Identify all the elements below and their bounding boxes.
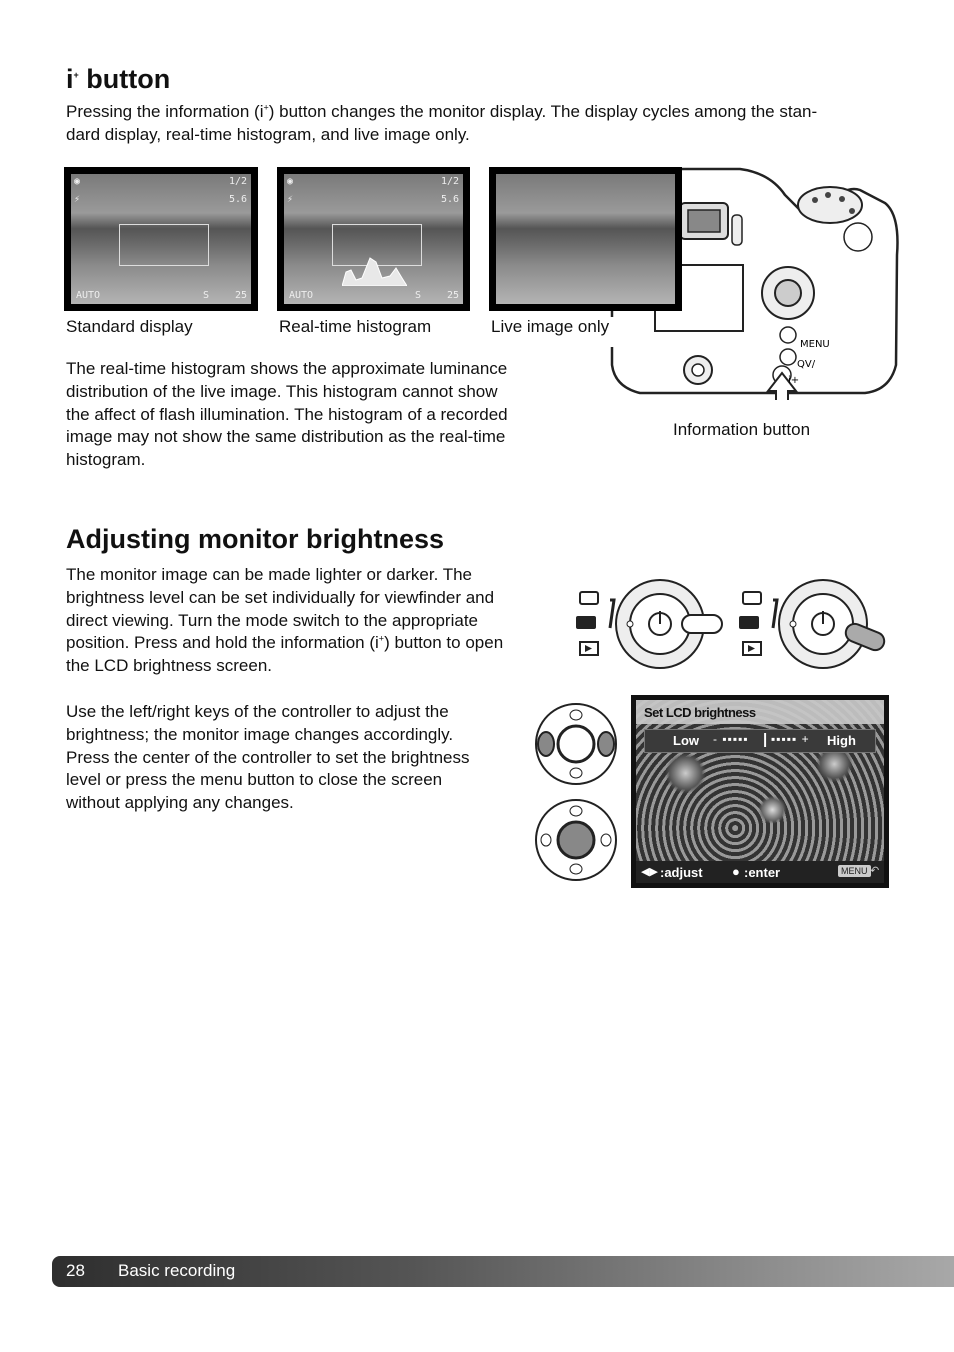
brightness-scale-right: ▪▪▪▪▪ + — [771, 732, 810, 746]
lcd-menu-badge: MENU — [838, 865, 871, 877]
para2-line: level or press the menu button to close the screen — [66, 770, 443, 790]
brightness-paragraph-1 — [66, 564, 556, 678]
brightness-low-label: Low — [673, 733, 699, 748]
para1-superscript: + — [378, 633, 385, 644]
lcd-adjust-label: :adjust — [660, 865, 703, 880]
left-right-arrows-icon: ◀▶ — [641, 866, 658, 878]
para1-line4-a: position. Press and hold the information (i — [66, 633, 379, 653]
aperture-readout: 5.6 — [440, 194, 459, 205]
camera-menu-label: MENU — [800, 339, 830, 350]
brightness-indicator: | — [763, 731, 768, 748]
intro-superscript: + — [263, 102, 269, 113]
histogram-line: The real-time histogram shows the approximate luminance — [66, 359, 508, 378]
size-readout: S — [414, 290, 421, 301]
size-readout: S — [202, 290, 209, 301]
para2-line: Press the center of the controller to set the brightness — [66, 747, 470, 767]
camera-qv-label: QV/ — [797, 359, 816, 370]
brightness-scale-left: - ▪▪▪▪▪ — [713, 732, 749, 746]
histogram-graph — [342, 254, 407, 286]
brightness-paragraph-2 — [66, 701, 526, 815]
lcd-bottom-bar — [636, 861, 884, 883]
histogram-line: image may not show the same distribution as the real-time — [66, 427, 506, 447]
caption-realtime-histogram: Real-time histogram — [279, 317, 432, 336]
frames-readout: 25 — [234, 290, 247, 301]
title-superscript: + — [73, 70, 79, 80]
title-i: i — [66, 64, 74, 94]
intro-text-b: ) button changes the monitor display. The display cycles among the stan- — [268, 102, 818, 121]
para1-line4-b: ) button to open — [384, 633, 504, 653]
section-title-info-button — [66, 64, 170, 95]
center-button-icon: ● — [732, 864, 740, 879]
lcd-title: Set LCD brightness — [644, 705, 756, 720]
para2-line: brightness; the monitor image changes accordingly. — [66, 724, 454, 744]
lcd-flower-image — [636, 700, 884, 883]
para2-line: without applying any changes. — [66, 793, 294, 813]
mode-switch-direct-illustration — [733, 578, 893, 670]
focus-frame — [119, 224, 209, 266]
controller-left-right-illustration — [532, 701, 620, 787]
para1-line: direct viewing. Turn the mode switch to the appropriate — [66, 610, 478, 630]
para1-line: brightness level can be set individually for viewfinder and — [66, 587, 495, 607]
mode-switch-viewfinder-illustration — [570, 578, 730, 670]
intro-paragraph — [66, 101, 896, 147]
lcd-title-bar — [636, 700, 884, 724]
flash-off-icon: ⚡ — [74, 194, 81, 205]
lcd-brightness-screen — [631, 695, 889, 888]
aperture-readout: 5.6 — [228, 194, 247, 205]
shutter-readout: 1/2 — [228, 176, 247, 187]
footer-section-name: Basic recording — [118, 1261, 236, 1280]
para2-line: Use the left/right keys of the controller to adjust the — [66, 702, 449, 721]
section-title-monitor-brightness: Adjusting monitor brightness — [66, 524, 444, 554]
para1-line5: the LCD brightness screen. — [66, 656, 272, 676]
shutter-readout: 1/2 — [440, 176, 459, 187]
intro-text-a: Pressing the information (i — [66, 102, 264, 121]
histogram-display-scene — [284, 174, 463, 304]
return-arrow-icon: ↶ — [870, 865, 880, 877]
flash-off-icon: ⚡ — [287, 194, 294, 205]
histogram-line: histogram. — [66, 450, 146, 470]
camera-mode-icon: ◉ — [287, 176, 294, 187]
camera-mode-icon: ◉ — [74, 176, 81, 187]
live-image-only-image — [489, 167, 682, 311]
auto-readout: AUTO — [289, 290, 314, 301]
realtime-histogram-image — [277, 167, 470, 311]
para1-line: The monitor image can be made lighter or darker. The — [66, 565, 473, 584]
caption-live-image-only: Live image only — [491, 317, 633, 347]
caption-information-button: Information button — [673, 420, 811, 439]
live-image-scene — [496, 174, 675, 304]
frames-readout: 25 — [446, 290, 459, 301]
caption-standard-display: Standard display — [66, 317, 193, 336]
intro-text-line2: dard display, real-time histogram, and live image only. — [66, 124, 470, 144]
brightness-high-label: High — [827, 733, 856, 748]
histogram-line: distribution of the live image. This histogram cannot show — [66, 381, 498, 401]
brightness-slider[interactable] — [644, 729, 876, 753]
standard-display-scene — [71, 174, 251, 304]
footer-bar — [52, 1256, 954, 1287]
title-rest: button — [78, 64, 171, 94]
controller-center-illustration — [532, 797, 620, 883]
histogram-paragraph — [66, 358, 566, 472]
camera-info-label: i+ — [788, 375, 800, 386]
histogram-line: the affect of flash illumination. The histogram of a recorded — [66, 404, 508, 424]
page-number: 28 — [66, 1261, 85, 1280]
standard-display-image — [64, 167, 258, 311]
auto-readout: AUTO — [76, 290, 101, 301]
lcd-enter-label: :enter — [744, 865, 781, 880]
